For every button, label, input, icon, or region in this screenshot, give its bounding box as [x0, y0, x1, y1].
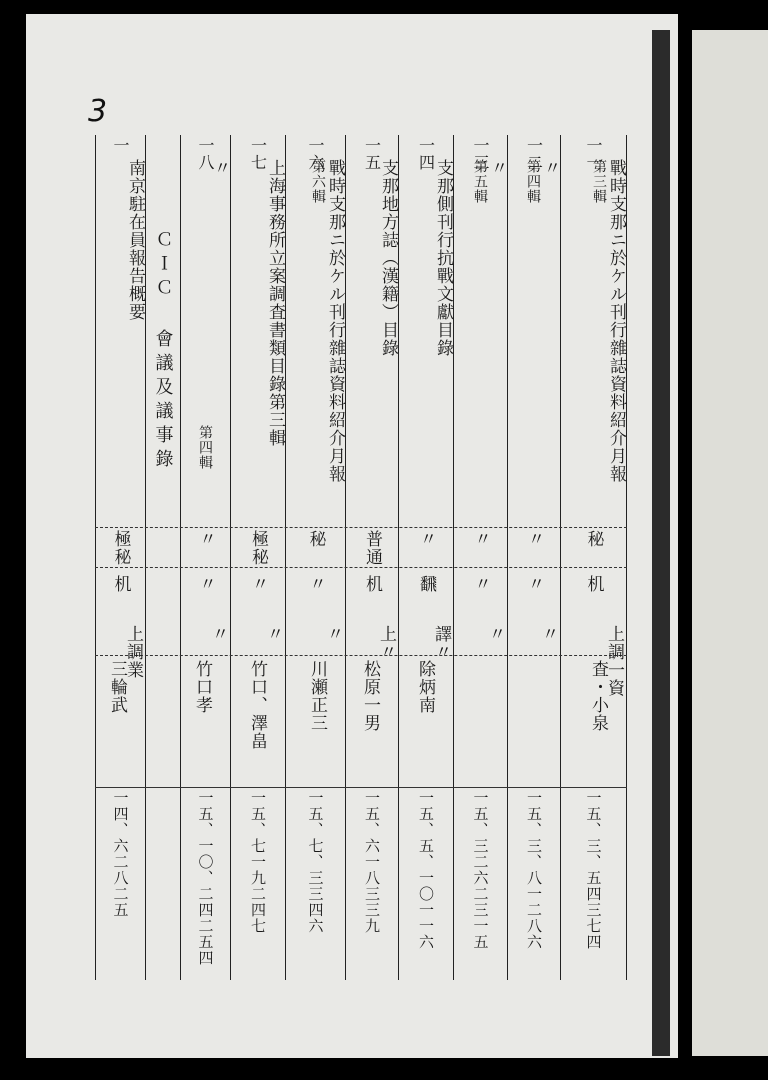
entry-title: 〃 [210, 159, 230, 177]
handling: 〃 [305, 575, 326, 593]
date: 一五、五、一〇一一六 [417, 790, 435, 950]
date: 一五、三、五四三七四 [584, 790, 603, 950]
entry-15 [345, 135, 398, 980]
page-binding-edge [652, 30, 670, 1056]
department: 〃 [538, 625, 558, 643]
department: 上〃 [376, 625, 396, 661]
entry-subtitle: 第六輯 [310, 159, 326, 204]
entry-16 [285, 135, 345, 980]
author: 松原一男 [360, 660, 380, 732]
author: 川瀬正三 [307, 660, 327, 732]
entry-18 [180, 135, 230, 980]
entry-number: 一四 [416, 137, 436, 171]
entry-subtitle: 第五輯 [472, 159, 488, 204]
entry-title: 〃 [487, 159, 507, 177]
date: 一五、六一八三三九 [363, 790, 381, 934]
classification: 極秘 [110, 530, 131, 566]
handling: 〃 [195, 575, 216, 593]
entry-title: 戰時支那ニ於ケル刊行雜誌資料紹介月報 [325, 159, 345, 483]
handling: 机 [362, 575, 382, 593]
handling: 〃 [248, 575, 268, 593]
entry-14 [398, 135, 453, 980]
classification: 〃 [195, 530, 216, 548]
department: 〃 [485, 625, 505, 643]
entry-number: 一八 [196, 137, 215, 171]
entry-title: 支那側刊行抗戰文獻目錄 [433, 159, 453, 357]
entry-number: 一三 [471, 137, 490, 171]
handling: 机 [110, 575, 131, 593]
date: 一五、七、三三四六 [306, 790, 325, 934]
entry-number: 一六 [306, 137, 325, 171]
entry-11 [560, 135, 626, 980]
author: 査・小泉 [588, 660, 608, 732]
entry-17 [230, 135, 285, 980]
handling: 机 [583, 575, 604, 593]
entry-number: 一二 [524, 137, 544, 171]
department: 上調一資 [604, 625, 624, 697]
entry-number: 一五 [362, 137, 382, 171]
department: 〃 [263, 625, 283, 643]
date: 一五、一〇、二四二五四 [196, 790, 215, 966]
section-heading-column [145, 135, 180, 980]
classification: 〃 [416, 530, 436, 548]
author: 竹口、澤畠 [247, 660, 267, 750]
department: 譯〃 [431, 625, 451, 661]
entry-13 [453, 135, 507, 980]
entry-12 [507, 135, 560, 980]
adjacent-page [692, 30, 768, 1056]
entry-title: 戰時支那ニ於ケル刊行雜誌資料紹介月報 [606, 159, 626, 483]
entry-number: 一一 [584, 137, 603, 171]
classification: 〃 [470, 530, 491, 548]
author: 三輪武 [107, 660, 127, 714]
entry-number: 一 [111, 137, 130, 154]
date: 一五、三、八一二八六 [525, 790, 543, 950]
date: 一五、七一九二四七 [249, 790, 267, 934]
classification: 秘 [305, 530, 326, 548]
date: 一四、六二八二五 [111, 790, 130, 918]
department: 上調業 [123, 625, 143, 679]
date: 一五、三二六二三一五 [471, 790, 490, 950]
author: 竹口孝 [192, 660, 212, 714]
classification: 極秘 [248, 530, 268, 566]
author: 除炳南 [415, 660, 435, 714]
entry-title: 〃 [540, 159, 560, 177]
entry-title: 南京駐在員報告概要 [125, 159, 145, 321]
entry-number: 一七 [248, 137, 268, 171]
department: 〃 [208, 625, 228, 643]
handling: 飜 [416, 575, 436, 593]
handling: 〃 [470, 575, 491, 593]
handling: 〃 [524, 575, 544, 593]
entry-subtitle: 第四輯 [197, 425, 213, 470]
classification: 普通 [362, 530, 382, 566]
section-heading: ＣＩＣ 會議及議事錄 [152, 230, 174, 473]
classification: 〃 [524, 530, 544, 548]
catalog-table [95, 135, 627, 980]
entry-1 [95, 135, 145, 980]
entry-subtitle: 第三輯 [591, 159, 607, 204]
classification: 秘 [583, 530, 604, 548]
entry-title: 上海事務所立案調査書類目錄第三輯 [265, 159, 285, 447]
page-number: 3 [88, 94, 108, 129]
entry-title: 支那地方誌（漢籍）目錄 [378, 159, 398, 357]
department: 〃 [323, 625, 343, 643]
entry-subtitle: 第四輯 [525, 159, 541, 204]
